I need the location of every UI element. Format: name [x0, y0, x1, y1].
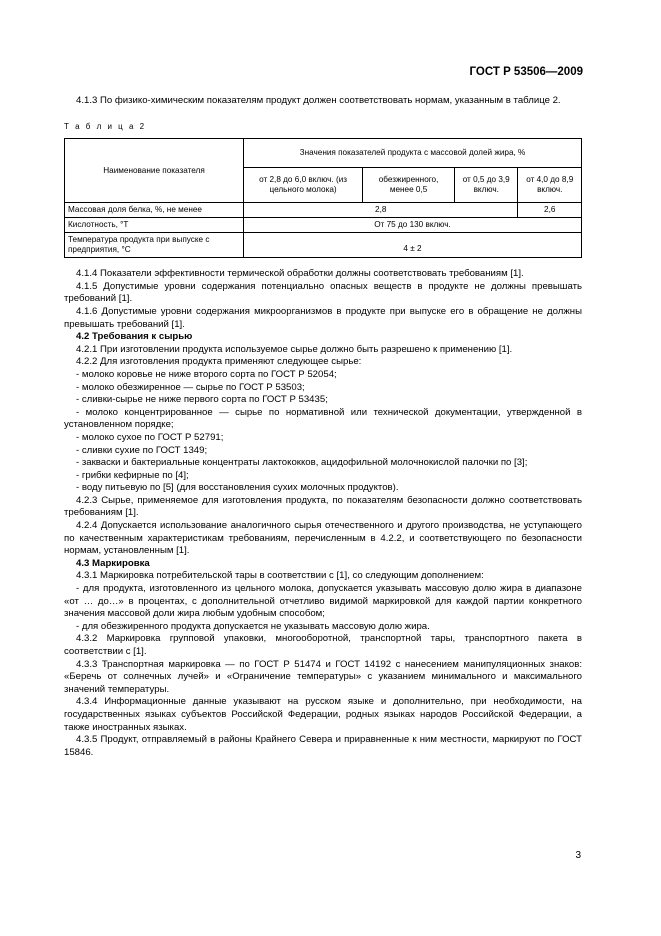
header-group: Значения показателей продукта с массовой долей жира, %	[244, 139, 582, 168]
table-row	[65, 218, 582, 233]
paragraph: 4.3.3 Транспортная маркировка — по ГОСТ Р 51474 и ГОСТ 14192 с нанесением манипуляционных знаков: «Беречь от солнечных лучей» и «Ограничение температуры» с указанием минимального и максимального значений температуры.	[64, 658, 582, 695]
row-value: От 75 до 130 включ.	[244, 218, 582, 233]
indicators-table	[64, 138, 582, 258]
list-item: - воду питьевую по [5] (для восстановления сухих молочных продуктов).	[76, 482, 399, 494]
list-item: - грибки кефирные по [4];	[76, 469, 189, 481]
page-number: 3	[575, 850, 581, 861]
list-item: - для обезжиренного продукта допускается не указывать массовую долю жира.	[76, 620, 430, 632]
row-name: Массовая доля белка, %, не менее	[65, 203, 244, 218]
list-item: - для продукта, изготовленного из цельного молока, допускается указывать массовую долю жира в диапазоне «от … до…» в процентах, с дополнительной отчетливо видимой маркировкой для каждой партии конкретного значения массовой доли жира любым удобным способом;	[64, 583, 582, 620]
subheader-1: от 2,8 до 6,0 включ. (из цельного молока)	[244, 168, 363, 203]
row-name: Температура продукта при выпуске с предприятия, °С	[65, 233, 244, 258]
paragraph: 4.2.2 Для изготовления продукта применяют следующее сырье:	[76, 356, 362, 368]
table-caption: Т а б л и ц а 2	[64, 121, 147, 131]
list-item: - закваски и бактериальные концентраты лактококков, ацидофильной молочнокислой палочки по [3];	[76, 457, 528, 469]
paragraph: 4.3.5 Продукт, отправляемый в районы Крайнего Севера и приравненные к ним местности, маркируют по ГОСТ 15846.	[64, 734, 582, 758]
page-header: ГОСТ Р 53506—2009	[469, 66, 583, 78]
row-value: 4 ± 2	[244, 233, 582, 258]
section-heading-4-2: 4.2 Требования к сырью	[76, 331, 193, 343]
paragraph-4-1-3: 4.1.3 По физико-химическим показателям продукт должен соответствовать нормам, указанным в таблице 2.	[76, 95, 561, 106]
subheader-2: обезжиренного, менее 0,5	[363, 168, 455, 203]
document-body	[64, 95, 582, 759]
list-item: - молоко коровье не ниже второго сорта по ГОСТ Р 52054;	[76, 368, 337, 380]
paragraph: 4.2.3 Сырье, применяемое для изготовления продукта, по показателям безопасности должно соответствовать требованиям [1].	[64, 494, 582, 519]
row-value: 2,8	[244, 203, 518, 218]
table-row	[65, 233, 582, 258]
paragraph: 4.1.5 Допустимые уровни содержания потенциально опасных веществ в продукте не должны превышать требований [1].	[64, 280, 582, 305]
table-row	[65, 203, 582, 218]
list-item: - сливки сухие по ГОСТ 1349;	[76, 444, 208, 456]
list-item: - молоко обезжиренное — сырье по ГОСТ Р 53503;	[76, 381, 305, 393]
paragraph: 4.3.1 Маркировка потребительской тары в соответствии с [1], со следующим дополнением:	[76, 570, 484, 582]
list-item: - сливки-сырье не ниже первого сорта по ГОСТ Р 53435;	[76, 394, 328, 406]
subheader-4: от 4,0 до 8,9 включ.	[518, 168, 582, 203]
section-heading-4-3: 4.3 Маркировка	[76, 557, 150, 569]
row-value: 2,6	[518, 203, 582, 218]
subheader-3: от 0,5 до 3,9 включ.	[454, 168, 518, 203]
paragraph: 4.3.2 Маркировка групповой упаковки, многооборотной, транспортной тары, транспортного пакета в соответствии с [1].	[64, 633, 582, 657]
list-item: - молоко концентрированное — сырье по нормативной или технической документации, утвержденной в установленном порядке;	[64, 406, 582, 431]
table-header-row	[65, 139, 582, 168]
paragraph: 4.1.4 Показатели эффективности термической обработки должны соответствовать требованиям [1].	[76, 268, 524, 280]
list-item: - молоко сухое по ГОСТ Р 52791;	[76, 431, 224, 443]
paragraph: 4.3.4 Информационные данные указывают на русском языке и дополнительно, при необходимости, на государственных языках субъектов Российской Федерации, родных языках народов Российской Федерации, а также иностранных языках.	[64, 696, 582, 733]
row-name: Кислотность, °Т	[65, 218, 244, 233]
paragraph: 4.2.4 Допускается использование аналогичного сырья отечественного и другого производства, не уступающего по качественным характеристикам требованиям, перечисленным в 4.2.2, и соответствующего по безопасности нормам, установленным [1].	[64, 520, 582, 557]
paragraph: 4.2.1 При изготовлении продукта используемое сырье должно быть разрешено к применению [1].	[76, 343, 513, 355]
header-indicator-name: Наименование показателя	[65, 139, 244, 203]
paragraph: 4.1.6 Допустимые уровни содержания микроорганизмов в продукте при выпуске его в обращение не должны превышать требований [1].	[64, 305, 582, 330]
